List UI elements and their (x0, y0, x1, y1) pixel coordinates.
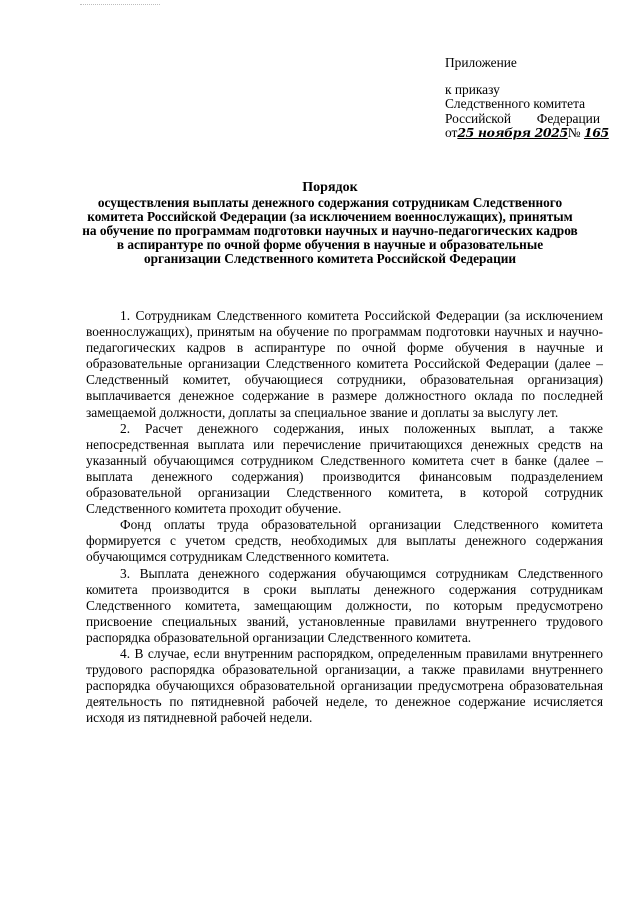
title-subtitle: осуществления выплаты денежного содержания сотрудникам Следственного комитета Российской Федерации (за исключением военнослужащих), принятым на обучение по программам подготовки научных и научно-педагогических кадров в аспирантуре по очной форме обучения в научные и образовательные организации Следственного комитета Российской Федерации (82, 194, 578, 266)
paragraph-2-continued: Фонд оплаты труда образовательной организации Следственного комитета формируется с учетом средств, необходимых для выплаты денежного содержания обучающимся сотрудникам Следственного комитета. (86, 517, 603, 565)
paragraph-4: 4. В случае, если внутренним распорядком, определенным правилами внутреннего трудового распорядка образовательной организации, а также правилами внутреннего распорядка обучающихся образовательной организации предусмотрена образовательная деятельность по пятидневной рабочей неделе, то денежное содержание исчисляется исходя из пятидневной рабочей недели. (86, 645, 603, 726)
paragraph-3: 3. Выплата денежного содержания обучающимся сотрудникам Следственного комитета производится в сроки выплаты денежного содержания сотрудникам Следственного комитета, замещающим должности, по которым предусмотрено присвоение специальных званий, установленные правилами внутреннего трудового распорядка образовательной организации Следственного комитета. (86, 565, 603, 645)
title-heading: Порядок (302, 180, 358, 195)
order-reference: к приказу (445, 81, 500, 97)
number-prefix: № (567, 125, 581, 141)
appendix-title: Приложение (445, 55, 517, 70)
paragraph-2: 2. Расчет денежного содержания, иных положенных выплат, а также непосредственная выплата или перечисление причитающихся денежных средств на указанный обучающимся сотрудником Следственного комитета счет в банке (далее – выплата денежного содержания) производится финансовым подразделением образовательной организации Следственного комитета, в которой сотрудник Следственного комитета проходит обучение. (86, 420, 603, 517)
document-body (86, 308, 603, 726)
appendix-header (445, 56, 615, 141)
order-date-number (445, 126, 615, 141)
issuing-body-country: Российской Федерации (445, 110, 600, 126)
paragraph-1: 1. Сотрудникам Следственного комитета Российской Федерации (за исключением военнослужащих), принятым на обучение по программам подготовки научных и научно-педагогических кадров в аспирантуре по очной форме обучения в научные и образовательные организации Следственного комитета Российской Федерации (далее – Следственный комитет, обучающиеся сотрудники, образовательная организация) выплачивается денежное содержание в размере должностного оклада по последней замещаемой должности, доплаты за специальное звание и доплаты за выслугу лет. (86, 308, 603, 420)
scan-artifact (80, 4, 160, 6)
document-title (80, 181, 580, 265)
handwritten-number: 165 (583, 125, 609, 141)
handwritten-date: 25 ноября 2025 (457, 125, 568, 141)
issuing-body-line: Следственного комитета (445, 96, 586, 112)
date-prefix: от (445, 125, 458, 141)
